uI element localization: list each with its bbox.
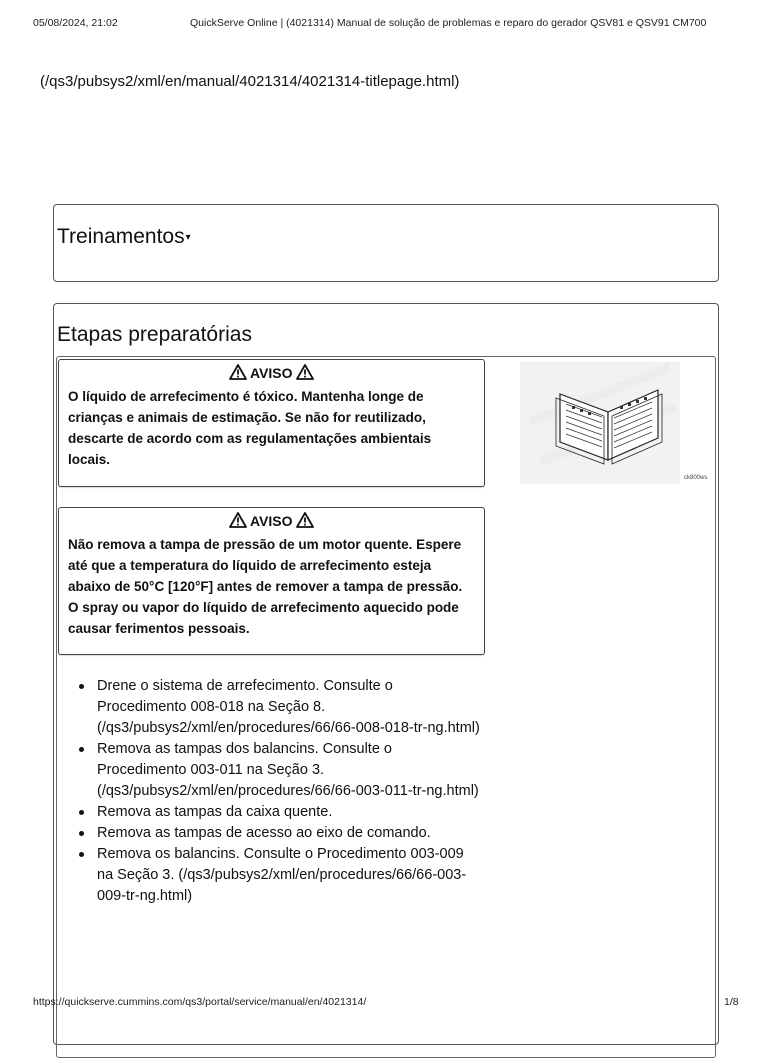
warning-box <box>58 507 485 655</box>
list-item: Remova as tampas de acesso ao eixo de comando. <box>78 823 483 844</box>
warning-label: AVISO <box>249 513 293 529</box>
open-manual-icon <box>520 362 680 484</box>
training-toggle[interactable] <box>57 225 191 249</box>
warning-heading <box>59 364 484 384</box>
list-item: Drene o sistema de arrefecimento. Consulte o Procedimento 008-018 na Seção 8. (/qs3/pubsys2/xml/en/procedures/66/66-008-018-tr-ng.html) <box>78 676 483 739</box>
print-header-datetime: 05/08/2024, 21:02 <box>33 17 118 29</box>
chevron-down-icon: ▾ <box>185 231 191 243</box>
warning-triangle-icon <box>229 364 247 380</box>
warning-triangle-icon <box>229 512 247 528</box>
procedure-steps-list <box>78 676 483 907</box>
print-header-title: QuickServe Online | (4021314) Manual de solução de problemas e reparo do gerador QSV81 e QSV91 CM700 <box>190 17 707 29</box>
warning-label: AVISO <box>249 365 293 381</box>
illustration-code: ck800ws <box>684 475 708 481</box>
print-footer-url: https://quickserve.cummins.com/qs3/portal/service/manual/en/4021314/ <box>33 996 367 1008</box>
training-title: Treinamentos <box>57 225 185 248</box>
warning-triangle-icon <box>296 364 314 380</box>
print-footer-page: 1/8 <box>724 996 739 1008</box>
warning-heading <box>59 512 484 532</box>
manual-illustration <box>520 362 680 484</box>
list-item: Remova os balancins. Consulte o Procedimento 003-009 na Seção 3. (/qs3/pubsys2/xml/en/procedures/66/66-003-009-tr-ng.html) <box>78 844 483 907</box>
list-item: Remova as tampas dos balancins. Consulte o Procedimento 003-011 na Seção 3. (/qs3/pubsys2/xml/en/procedures/66/66-003-011-tr-ng.html) <box>78 739 483 802</box>
titlepage-link[interactable]: (/qs3/pubsys2/xml/en/manual/4021314/4021314-titlepage.html) <box>40 73 460 90</box>
list-item: Remova as tampas da caixa quente. <box>78 802 483 823</box>
warning-box <box>58 359 485 487</box>
section-title: Etapas preparatórias <box>57 323 252 346</box>
warning-text: O líquido de arrefecimento é tóxico. Mantenha longe de crianças e animais de estimação. Se não for reutilizado, descarte de acordo com as regulamentações ambientais locais. <box>68 389 432 467</box>
training-panel <box>53 204 719 282</box>
warning-text: Não remova a tampa de pressão de um motor quente. Espere até que a temperatura do líquido de arrefecimento esteja abaixo de 50°C [120°F] antes de remover a tampa de pressão. O spray ou vapor do líquido de arrefecimento aquecido pode causar ferimentos pessoais. <box>68 537 463 636</box>
warning-triangle-icon <box>296 512 314 528</box>
